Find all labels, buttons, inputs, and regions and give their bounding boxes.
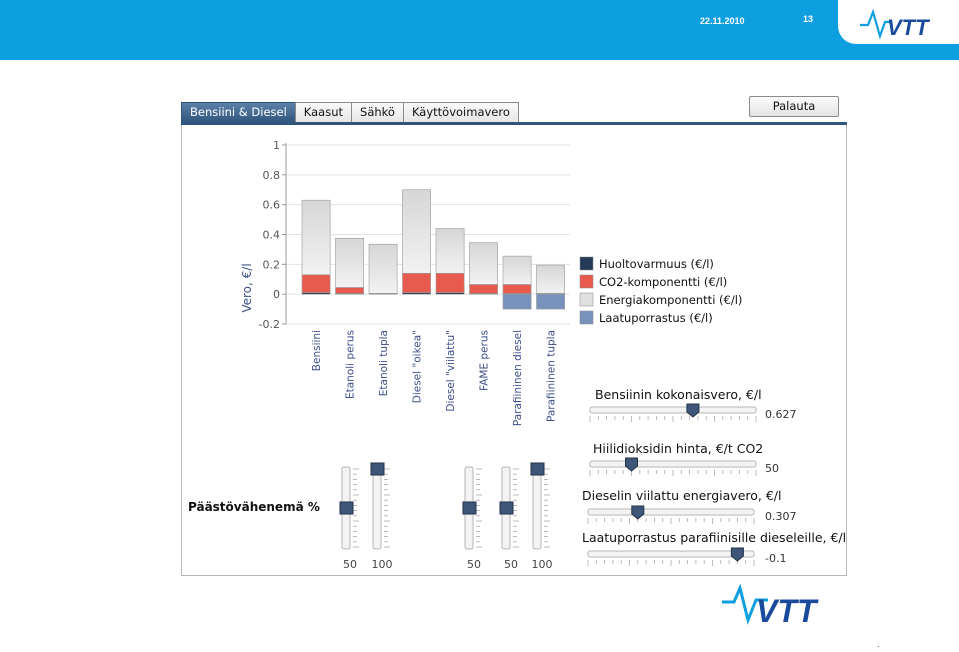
bar-segment <box>436 273 464 292</box>
co2-price-value: 50 <box>765 462 779 475</box>
bar-segment <box>403 273 431 292</box>
bar-segment <box>436 229 464 274</box>
diesel-energy-tax-label: Dieselin viilattu energiavero, €/l <box>582 488 782 503</box>
bar-segment <box>537 265 565 293</box>
reduction-slider-track[interactable] <box>373 467 381 549</box>
category-label: FAME perus <box>478 330 491 391</box>
parameter-slider-thumb[interactable] <box>731 548 743 561</box>
parameter-slider-track[interactable] <box>590 461 756 467</box>
reduction-slider-track[interactable] <box>533 467 541 549</box>
parameter-slider-track[interactable] <box>588 551 754 557</box>
category-label: Diesel "viilattu" <box>445 330 458 412</box>
category-label: Etanoli tupla <box>378 330 391 397</box>
y-tick-label: 1 <box>273 139 280 152</box>
category-label: Parafiininen tupla <box>545 330 558 423</box>
bar-segment <box>503 294 531 309</box>
tab-kaasut[interactable]: Kaasut <box>295 102 352 123</box>
category-label: Etanoli perus <box>344 330 357 400</box>
y-tick-label: 0.2 <box>262 258 280 272</box>
bar-segment <box>503 284 531 293</box>
reduction-slider-thumb[interactable] <box>371 463 384 475</box>
bar-segment <box>302 275 330 293</box>
slide-date: 22.11.2010 <box>700 16 745 26</box>
tab-kayttovoimavero[interactable]: Käyttövoimavero <box>403 102 519 123</box>
legend-entry: Huoltovarmuus (€/l) <box>599 257 714 271</box>
y-tick-label: 0.8 <box>262 168 280 182</box>
reduction-slider-thumb[interactable] <box>340 502 353 514</box>
gasoline-tax-value: 0.627 <box>765 408 797 421</box>
reduction-value-4: 50 <box>504 558 518 571</box>
footer-mark: . <box>877 640 880 649</box>
legend-entry: Laatuporrastus (€/l) <box>599 311 713 325</box>
parameter-slider-track[interactable] <box>588 509 754 515</box>
footer-vtt-logo-icon <box>718 580 840 630</box>
parameter-slider-track[interactable] <box>590 407 756 413</box>
tab-bensiini-diesel[interactable]: Bensiini & Diesel <box>181 102 296 123</box>
category-label: Bensiini <box>311 330 324 372</box>
legend-entry: CO2-komponentti (€/l) <box>599 275 728 289</box>
y-tick-label: 0.6 <box>262 198 280 212</box>
category-label: Diesel "oikea" <box>411 330 424 404</box>
y-axis-label: Vero, €/l <box>240 263 254 313</box>
quality-grading-value: -0.1 <box>765 552 787 565</box>
gasoline-tax-label: Bensiinin kokonaisvero, €/l <box>595 387 762 402</box>
bar-segment <box>503 256 531 284</box>
bar-segment <box>537 294 565 309</box>
quality-grading-label: Laatuporrastus parafiinisille dieseleille, €/l <box>582 530 847 545</box>
reduction-label: Päästövähenemä % <box>188 500 320 514</box>
tab-sahko[interactable]: Sähkö <box>351 102 404 123</box>
parameter-slider-thumb[interactable] <box>632 506 644 519</box>
legend-swatch <box>580 257 593 270</box>
bar-segment <box>470 284 498 293</box>
reset-button[interactable]: Palauta <box>749 96 839 117</box>
bar-segment <box>336 287 364 293</box>
diesel-energy-tax-value: 0.307 <box>765 510 797 523</box>
bar-segment <box>403 190 431 274</box>
slide-page-number: 13 <box>803 14 814 24</box>
bar-segment <box>470 243 498 285</box>
parameter-slider-thumb[interactable] <box>626 458 638 471</box>
bar-segment <box>302 200 330 275</box>
legend-swatch <box>580 311 593 324</box>
bar-segment <box>336 238 364 287</box>
y-tick-label: 0 <box>273 288 280 302</box>
footer-logo-text: VTT <box>756 593 817 629</box>
co2-price-label: Hiilidioksidin hinta, €/t CO2 <box>593 441 764 456</box>
reduction-slider-thumb[interactable] <box>500 502 513 514</box>
legend-swatch <box>580 275 593 288</box>
legend-swatch <box>580 293 593 306</box>
reduction-value-1: 50 <box>343 558 357 571</box>
y-tick-label: 0.4 <box>262 228 280 242</box>
y-tick-label: -0.2 <box>258 318 280 331</box>
chart-axes <box>259 139 286 331</box>
category-labels <box>311 330 558 426</box>
legend-entry: Energiakomponentti (€/l) <box>599 293 743 307</box>
chart-legend <box>580 257 742 325</box>
parameter-slider-thumb[interactable] <box>687 404 699 417</box>
reduction-value-2: 100 <box>371 558 393 571</box>
header-logo-text: VTT <box>887 15 929 40</box>
reduction-slider-thumb[interactable] <box>463 502 476 514</box>
category-label: Parafiininen diesel <box>512 330 525 427</box>
reduction-sliders <box>340 463 550 549</box>
bar-segment <box>369 244 397 293</box>
reduction-value-5: 100 <box>531 558 553 571</box>
chart-bars <box>302 190 565 309</box>
reduction-value-3: 50 <box>467 558 481 571</box>
reduction-slider-thumb[interactable] <box>531 463 544 475</box>
